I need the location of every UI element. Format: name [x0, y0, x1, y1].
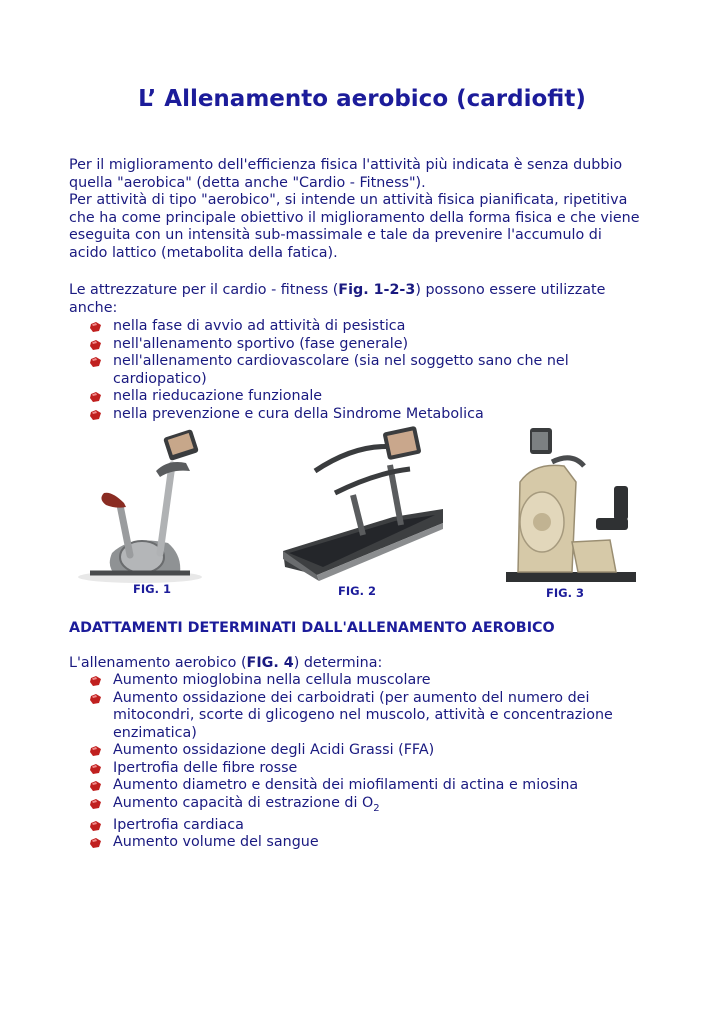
effects-text: L'allenamento aerobico ( [69, 655, 247, 671]
list-item-text: cardiopatico) [113, 370, 207, 387]
bullet-icon [89, 763, 102, 775]
page-title: L’ Allenamento aerobico (cardiofit) [138, 86, 586, 112]
fig-3-caption: FIG. 3 [546, 586, 584, 600]
fig-reference: Fig. 1-2-3 [338, 282, 416, 298]
list-item-text: Aumento diametro e densità dei miofilamenti di actina e miosina [113, 777, 579, 793]
intro-line: eseguita con un intensità sub-massimale e tale da prevenire l'accumulo di [69, 227, 602, 243]
list-item-text: Aumento ossidazione degli Acidi Grassi (FFA) [113, 742, 435, 758]
list-item [89, 318, 669, 336]
list-item-text: Aumento volume del sangue [113, 834, 319, 851]
section-heading: ADATTAMENTI DETERMINATI DALL'ALLENAMENTO AEROBICO [69, 620, 555, 636]
intro-paragraph [69, 157, 669, 262]
list-item [89, 817, 669, 835]
intro-line: Per attività di tipo "aerobico", si intende un attività fisica pianificata, ripetitiva [69, 192, 628, 208]
bullet-icon [89, 798, 102, 810]
rehab-bike-image [500, 422, 640, 587]
list-item [89, 777, 669, 795]
bullet-icon [89, 356, 102, 368]
bullet-icon [89, 409, 102, 421]
list-item-text: nella prevenzione e cura della Sindrome Metabolica [113, 405, 484, 422]
list-item-text: Ipertrofia cardiaca [113, 816, 244, 833]
list-item-text: Aumento mioglobina nella cellula muscolare [113, 672, 431, 688]
list-item [89, 406, 669, 424]
list-item [89, 690, 669, 743]
exercise-bike-image [60, 425, 210, 585]
equipment-line [69, 282, 669, 300]
list-item [89, 834, 669, 852]
treadmill-image [275, 425, 450, 585]
list-item-text: mitocondri, scorte di glicogeno nel muscolo, attività e concentrazione [113, 707, 613, 723]
equipment-paragraph [69, 282, 669, 317]
bullet-icon [89, 837, 102, 849]
bullet-icon [89, 675, 102, 687]
list-item [89, 760, 669, 778]
bullet-icon [89, 693, 102, 705]
intro-line: quella "aerobica" (detta anche "Cardio - Fitness"). [69, 174, 426, 191]
subscript: 2 [373, 802, 380, 814]
list-item-text: Ipertrofia delle fibre rosse [113, 759, 298, 776]
bullet-icon [89, 780, 102, 792]
fig-2-caption: FIG. 2 [338, 584, 376, 598]
list-item-text: nell'allenamento sportivo (fase generale) [113, 335, 409, 352]
list-item [89, 672, 669, 690]
bullet-icon [89, 820, 102, 832]
effects-paragraph [69, 655, 669, 673]
list-item-text: nella fase di avvio ad attività di pesistica [113, 318, 406, 334]
intro-line: Per il miglioramento dell'efficienza fisica l'attività più indicata è senza dubbio [69, 157, 623, 173]
list-item [89, 353, 669, 388]
equipment-text: Le attrezzature per il cardio - fitness ( [69, 282, 339, 298]
list-item [89, 742, 669, 760]
list-item-text: enzimatica) [113, 724, 197, 741]
effects-text: ) determina: [293, 655, 383, 671]
list-item [89, 336, 669, 354]
intro-line: che ha come principale obiettivo il miglioramento della forma fisica e che viene [69, 209, 640, 226]
fig-1-caption: FIG. 1 [133, 582, 171, 596]
list-item-text: nella rieducazione funzionale [113, 388, 323, 404]
list-item-text: Aumento ossidazione dei carboidrati (per aumento del numero dei [113, 689, 590, 706]
list-item-text: Aumento capacità di estrazione di O [113, 794, 374, 811]
equipment-line: anche: [69, 299, 118, 316]
bullet-icon [89, 745, 102, 757]
list-item [89, 388, 669, 406]
bullet-icon [89, 321, 102, 333]
list-item-text: nell'allenamento cardiovascolare (sia nel soggetto sano che nel [113, 353, 569, 369]
effects-list [89, 672, 669, 852]
list-item [89, 795, 669, 817]
intro-line: acido lattico (metabolita della fatica). [69, 244, 338, 261]
fig-reference: FIG. 4 [246, 655, 294, 671]
bullet-icon [89, 339, 102, 351]
equipment-text: ) possono essere utilizzate [415, 282, 606, 298]
equipment-list [89, 318, 669, 423]
bullet-icon [89, 391, 102, 403]
